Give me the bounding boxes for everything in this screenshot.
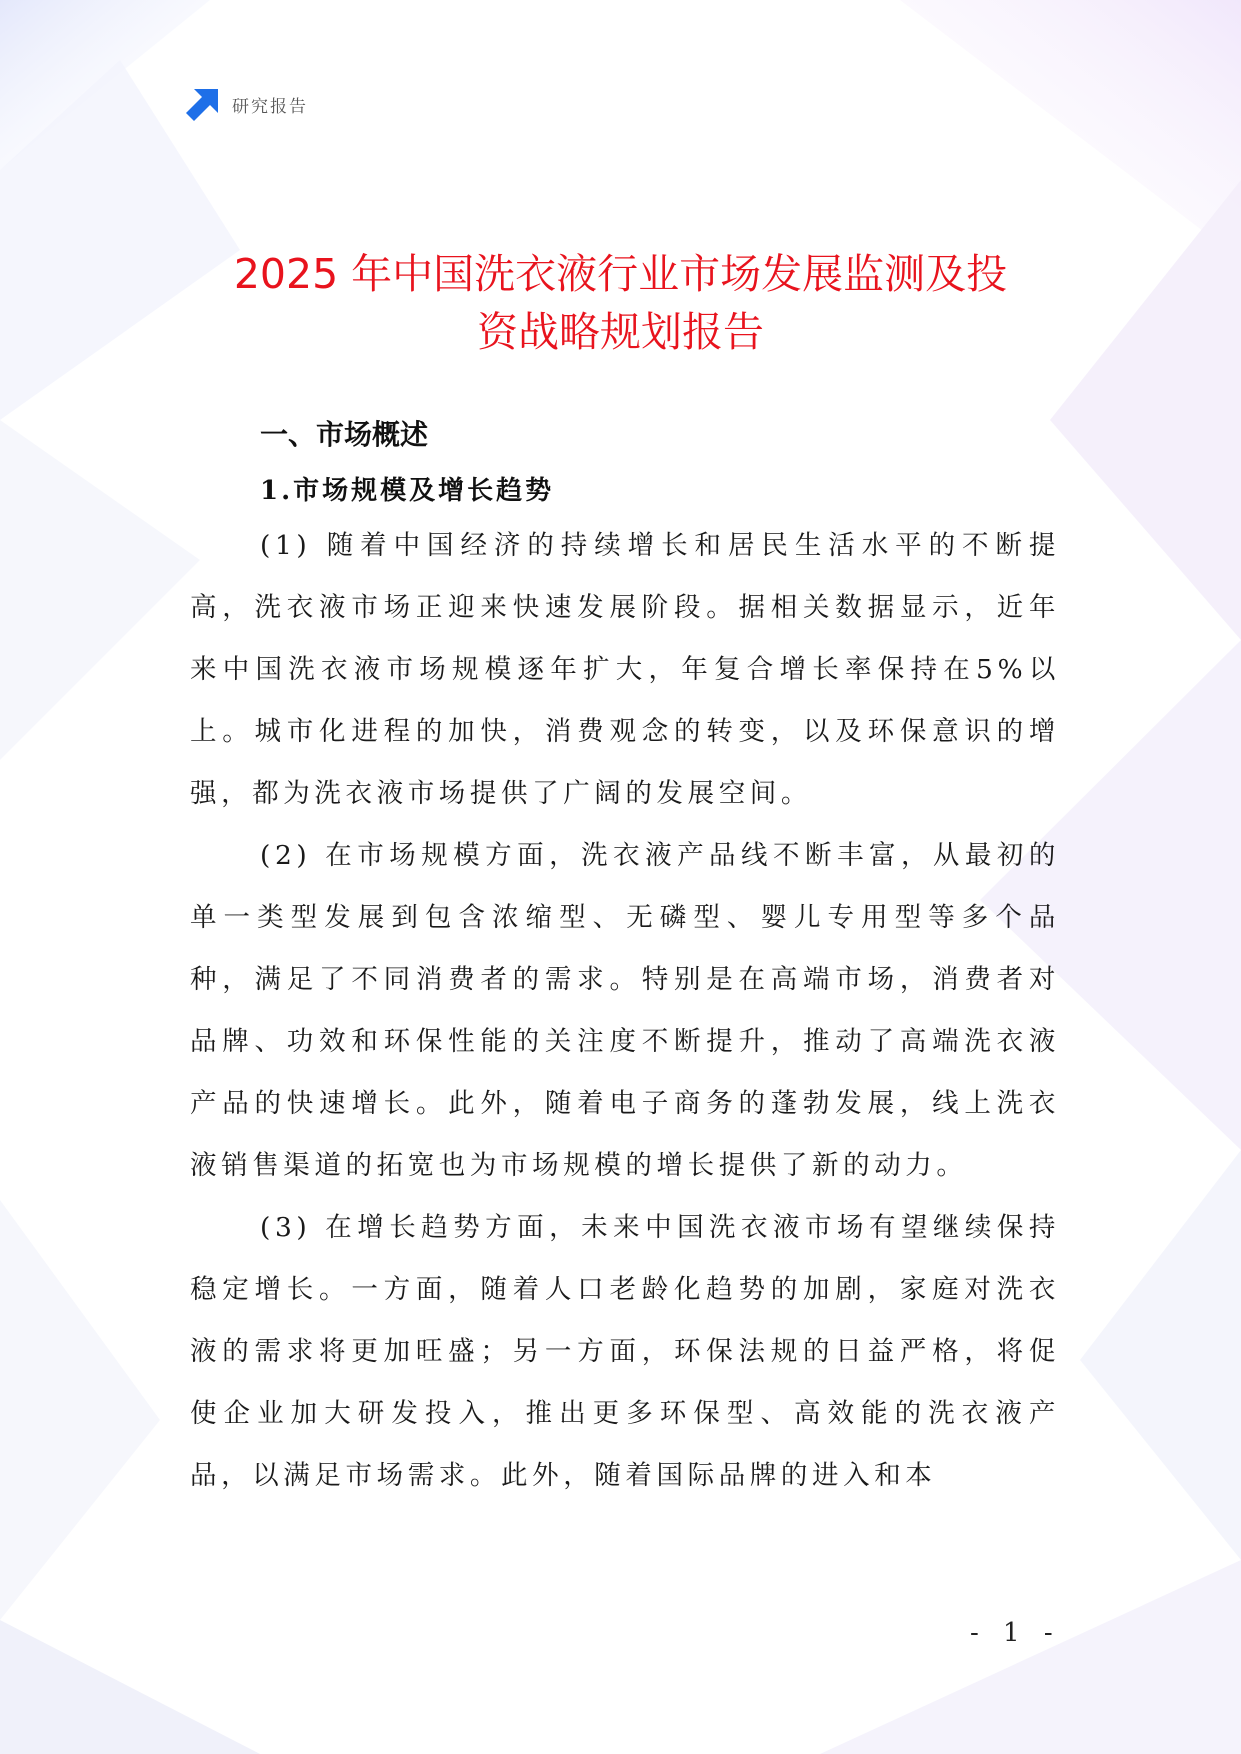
report-title: [150, 245, 1091, 361]
brand-label: 研究报告: [232, 96, 308, 117]
paragraph-2: (2) 在市场规模方面，洗衣液产品线不断丰富，从最初的单一类型发展到包含浓缩型、无磷型、婴儿专用型等多个品种，满足了不同消费者的需求。特别是在高端市场，消费者对品牌、功效和环保性能的关注度不断提升，推动了高端洗衣液产品的快速增长。此外，随着电子商务的蓬勃发展，线上洗衣液销售渠道的拓宽也为市场规模的增长提供了新的动力。: [190, 840, 1060, 1181]
paragraph-1: (1) 随着中国经济的持续增长和居民生活水平的不断提高，洗衣液市场正迎来快速发展阶段。据相关数据显示，近年来中国洗衣液市场规模逐年扩大，年复合增长率保持在5%以上。城市化进程的加快，消费观念的转变，以及环保意识的增强，都为洗衣液市场提供了广阔的发展空间。: [190, 530, 1060, 809]
section-heading: 一、市场概述: [260, 418, 429, 451]
page-number: - 1 -: [970, 1618, 1061, 1648]
brand-header: [186, 88, 308, 120]
report-title-line-2: 资战略规划报告: [477, 308, 764, 357]
report-body: [190, 415, 1060, 1507]
arrow-up-right-icon: [186, 87, 220, 121]
sub-heading: 1.市场规模及增长趋势: [260, 476, 555, 506]
report-title-line-1: 2025 年中国洗衣液行业市场发展监测及投: [233, 250, 1008, 299]
paragraph-3: (3) 在增长趋势方面，未来中国洗衣液市场有望继续保持稳定增长。一方面，随着人口老龄化趋势的加剧，家庭对洗衣液的需求将更加旺盛；另一方面，环保法规的日益严格，将促使企业加大研发投入，推出更多环保型、高效能的洗衣液产品，以满足市场需求。此外，随着国际品牌的进入和本: [190, 1212, 1060, 1491]
